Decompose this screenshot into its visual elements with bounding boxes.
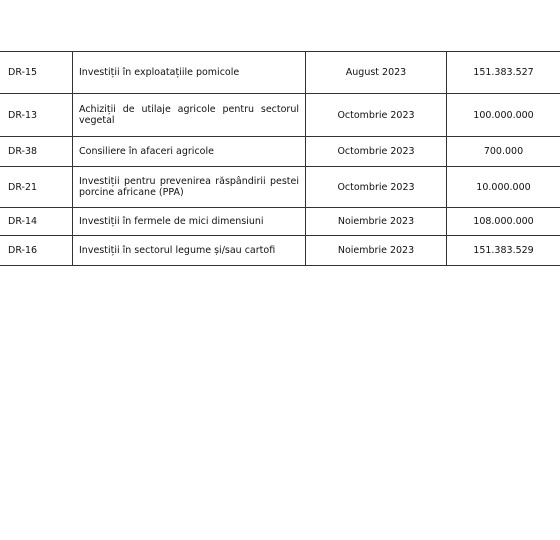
launch-date: Octombrie 2023 [306,137,447,167]
measure-code: DR-13 [0,94,73,137]
table-row [0,167,560,208]
table-row [0,236,560,266]
budget-amount: 10.000.000 [447,167,560,208]
budget-amount: 700.000 [447,137,560,167]
table-row [0,137,560,167]
table-row [0,208,560,236]
launch-date: Noiembrie 2023 [306,236,447,266]
measure-code: DR-14 [0,208,73,236]
measure-name: Investiții în sectorul legume și/sau cartofi [73,236,306,266]
measure-name: Consiliere în afaceri agricole [73,137,306,167]
launch-date: August 2023 [306,52,447,94]
table-row [0,94,560,137]
budget-amount: 100.000.000 [447,94,560,137]
budget-amount: 151.383.529 [447,236,560,266]
budget-amount: 108.000.000 [447,208,560,236]
measures-table [0,51,560,266]
measure-code: DR-21 [0,167,73,208]
measure-code: DR-16 [0,236,73,266]
measure-code: DR-38 [0,137,73,167]
table-row [0,52,560,94]
measure-code: DR-15 [0,52,73,94]
measure-name: Investiții pentru prevenirea răspândirii pestei porcine africane (PPA) [73,167,306,208]
launch-date: Octombrie 2023 [306,94,447,137]
budget-amount: 151.383.527 [447,52,560,94]
measure-name: Investiții în fermele de mici dimensiuni [73,208,306,236]
launch-date: Octombrie 2023 [306,167,447,208]
measure-name: Investiții în exploatațiile pomicole [73,52,306,94]
launch-date: Noiembrie 2023 [306,208,447,236]
measure-name: Achiziții de utilaje agricole pentru sectorul vegetal [73,94,306,137]
